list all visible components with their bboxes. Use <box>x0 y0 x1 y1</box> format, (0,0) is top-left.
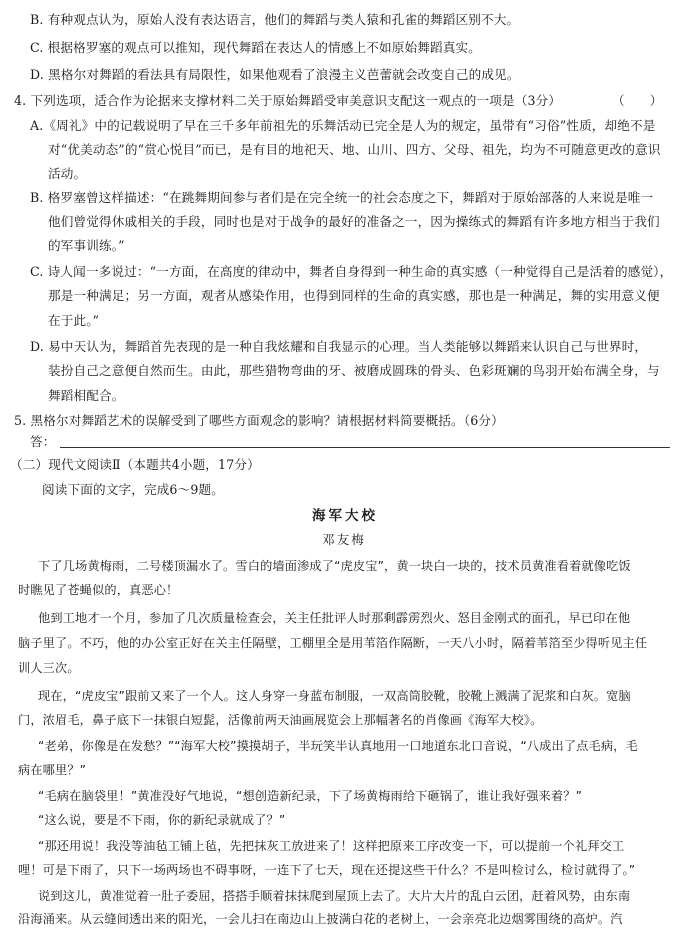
q4-stem: 4. 下列选项，适合作为论据来支撑材料二关于原始舞蹈受审美意识支配这一观点的一项是（3分） <box>14 93 562 108</box>
q4-option-b-line: 的军事训练。” <box>48 238 125 253</box>
story-paragraph-line: 他到工地才一个月，参加了几次质量检查会，关主任批评人时那剩霹雳烈火、怒目金刚式的面孔，早已印在他 <box>38 611 631 625</box>
story-author: 邓友梅 <box>322 532 366 547</box>
story-paragraph-line: 现在，“虎皮宝”跟前又来了一个人。这人身穿一身蓝布制服，一双高筒胶靴，胶靴上溅满了泥浆和白灰。宽脑 <box>38 689 631 703</box>
story-paragraph-line: 训人三次。 <box>18 661 80 675</box>
story-paragraph-line: 下了几场黄梅雨，二号楼顶漏水了。雪白的墙面渗成了“虎皮宝”，黄一块白一块的，技术员黄准看着就像吃饭 <box>38 559 631 573</box>
story-paragraph-line: 时瞧见了苍蝇似的，真恶心！ <box>18 583 179 597</box>
q4-option-c-line: C. 诗人闻一多说过：“一方面，在高度的律动中，舞者自身得到一种生命的真实感（一种觉得自己是活着的感觉）， <box>30 264 673 279</box>
q5-stem: 5. 黑格尔对舞蹈艺术的误解受到了哪些方面观念的影响？请根据材料简要概括。（6分） <box>14 413 504 428</box>
q4-option-a-line: 活动。 <box>48 166 87 181</box>
q4-option-a-line: A.《周礼》中的记载说明了早在三千多年前祖先的乐舞活动已完全是人为的规定，虽带有“习俗”性质，却绝不是 <box>30 118 656 133</box>
story-paragraph-line: “老弟，你像是在发愁？”“海军大校”摸摸胡子，半玩笑半认真地用一口地道东北口音说，“八成出了点毛病，毛 <box>38 739 638 753</box>
story-title: 海军大校 <box>312 508 378 524</box>
story-paragraph-line: “毛病在脑袋里！”黄准没好气地说，“想创造新纪录，下了场黄梅雨给下砸锅了，谁让我好强来着？” <box>38 789 583 803</box>
story-paragraph-line: “那还用说！我没等油毡工铺上毡，先把抹灰工放进来了！这样把原来工序改变一下，可以提前一个礼拜交工 <box>38 839 625 853</box>
section-heading: （二）现代文阅读Ⅱ（本题共4小题，17分） <box>10 457 260 472</box>
story-paragraph-line: 病在哪里？” <box>18 763 87 777</box>
story-paragraph-line: “这么说，要是不下雨，你的新纪录就成了？” <box>38 813 286 827</box>
q4-option-d-line: 装扮自己之意便自然而生。由此，那些猎物弯曲的牙、被磨成圆珠的骨头、色彩斑斓的鸟羽开始布满全身，与 <box>48 363 660 378</box>
story-paragraph-line: 脑子里了。不巧，他的办公室正好在关主任隔壁，工棚里全是用苇箔作隔断，一天八小时，隔着苇箔至少得听见主任 <box>18 636 648 650</box>
q3-option-b: B. 有种观点认为，原始人没有表达语言，他们的舞蹈与类人猿和孔雀的舞蹈区别不大。 <box>30 12 520 27</box>
q4-option-d-line: 舞蹈相配合。 <box>48 388 125 403</box>
q4-option-a-line: 对“优美动态”的“赏心悦目”而已，是有目的地祀天、地、山川、四方、父母、祖先，均为不可随意更改的意识 <box>48 142 661 157</box>
q4-option-c-line: 在于此。” <box>48 313 100 328</box>
q5-answer-line[interactable] <box>60 447 670 448</box>
story-paragraph-line: 说到这儿，黄准觉着一肚子委屈，搭搭手顺着抹抹爬到屋顶上去了。大片大片的乱白云团，赶着风势，由东南 <box>38 889 631 903</box>
q3-option-c: C. 根据格罗塞的观点可以推知，现代舞蹈在表达人的情感上不如原始舞蹈真实。 <box>30 40 481 55</box>
q4-option-d-line: D. 易中天认为，舞蹈首先表现的是一种自我炫耀和自我显示的心理。当人类能够以舞蹈来认识自己与世界时， <box>30 339 648 354</box>
q4-answer-paren: （ ） <box>612 93 663 108</box>
story-paragraph-line: 哩！可是下雨了，只下一场两场也不碍事呀，一连下了七天，现在还提这些干什么？不是叫检讨么，检讨就得了。” <box>18 863 636 877</box>
q4-option-b-line: 他们曾觉得休戚相关的手段，同时也是对于战争的最好的准备之一，因为操练式的舞蹈有许多地方相当于我们 <box>48 214 660 229</box>
section-instruction: 阅读下面的文字，完成6～9题。 <box>42 482 224 497</box>
q3-option-d: D. 黑格尔对舞蹈的看法具有局限性，如果他观看了浪漫主义芭蕾就会改变自己的成见。 <box>30 67 520 82</box>
story-paragraph-line: 沿海涌来。从云缝间透出来的阳光，一会儿扫在南边山上披满白花的老树上，一会亲亮北边烟雾围绕的高炉。汽 <box>18 912 623 926</box>
q5-answer-label: 答： <box>30 434 56 449</box>
story-paragraph-line: 门，浓眉毛，鼻子底下一抹银白短髭，活像前两天油画展览会上那幅著名的肖像画《海军大校》。 <box>18 713 543 727</box>
q4-option-c-line: 那是一种满足；另一方面，观者从感染作用，也得到同样的生命的真实感，那也是一种满足，舞的实用意义便 <box>48 288 660 303</box>
q4-option-b-line: B. 格罗塞曾这样描述：“在跳舞期间参与者们是在完全统一的社会态度之下，舞蹈对于原始部落的人来说是唯一 <box>30 190 654 205</box>
